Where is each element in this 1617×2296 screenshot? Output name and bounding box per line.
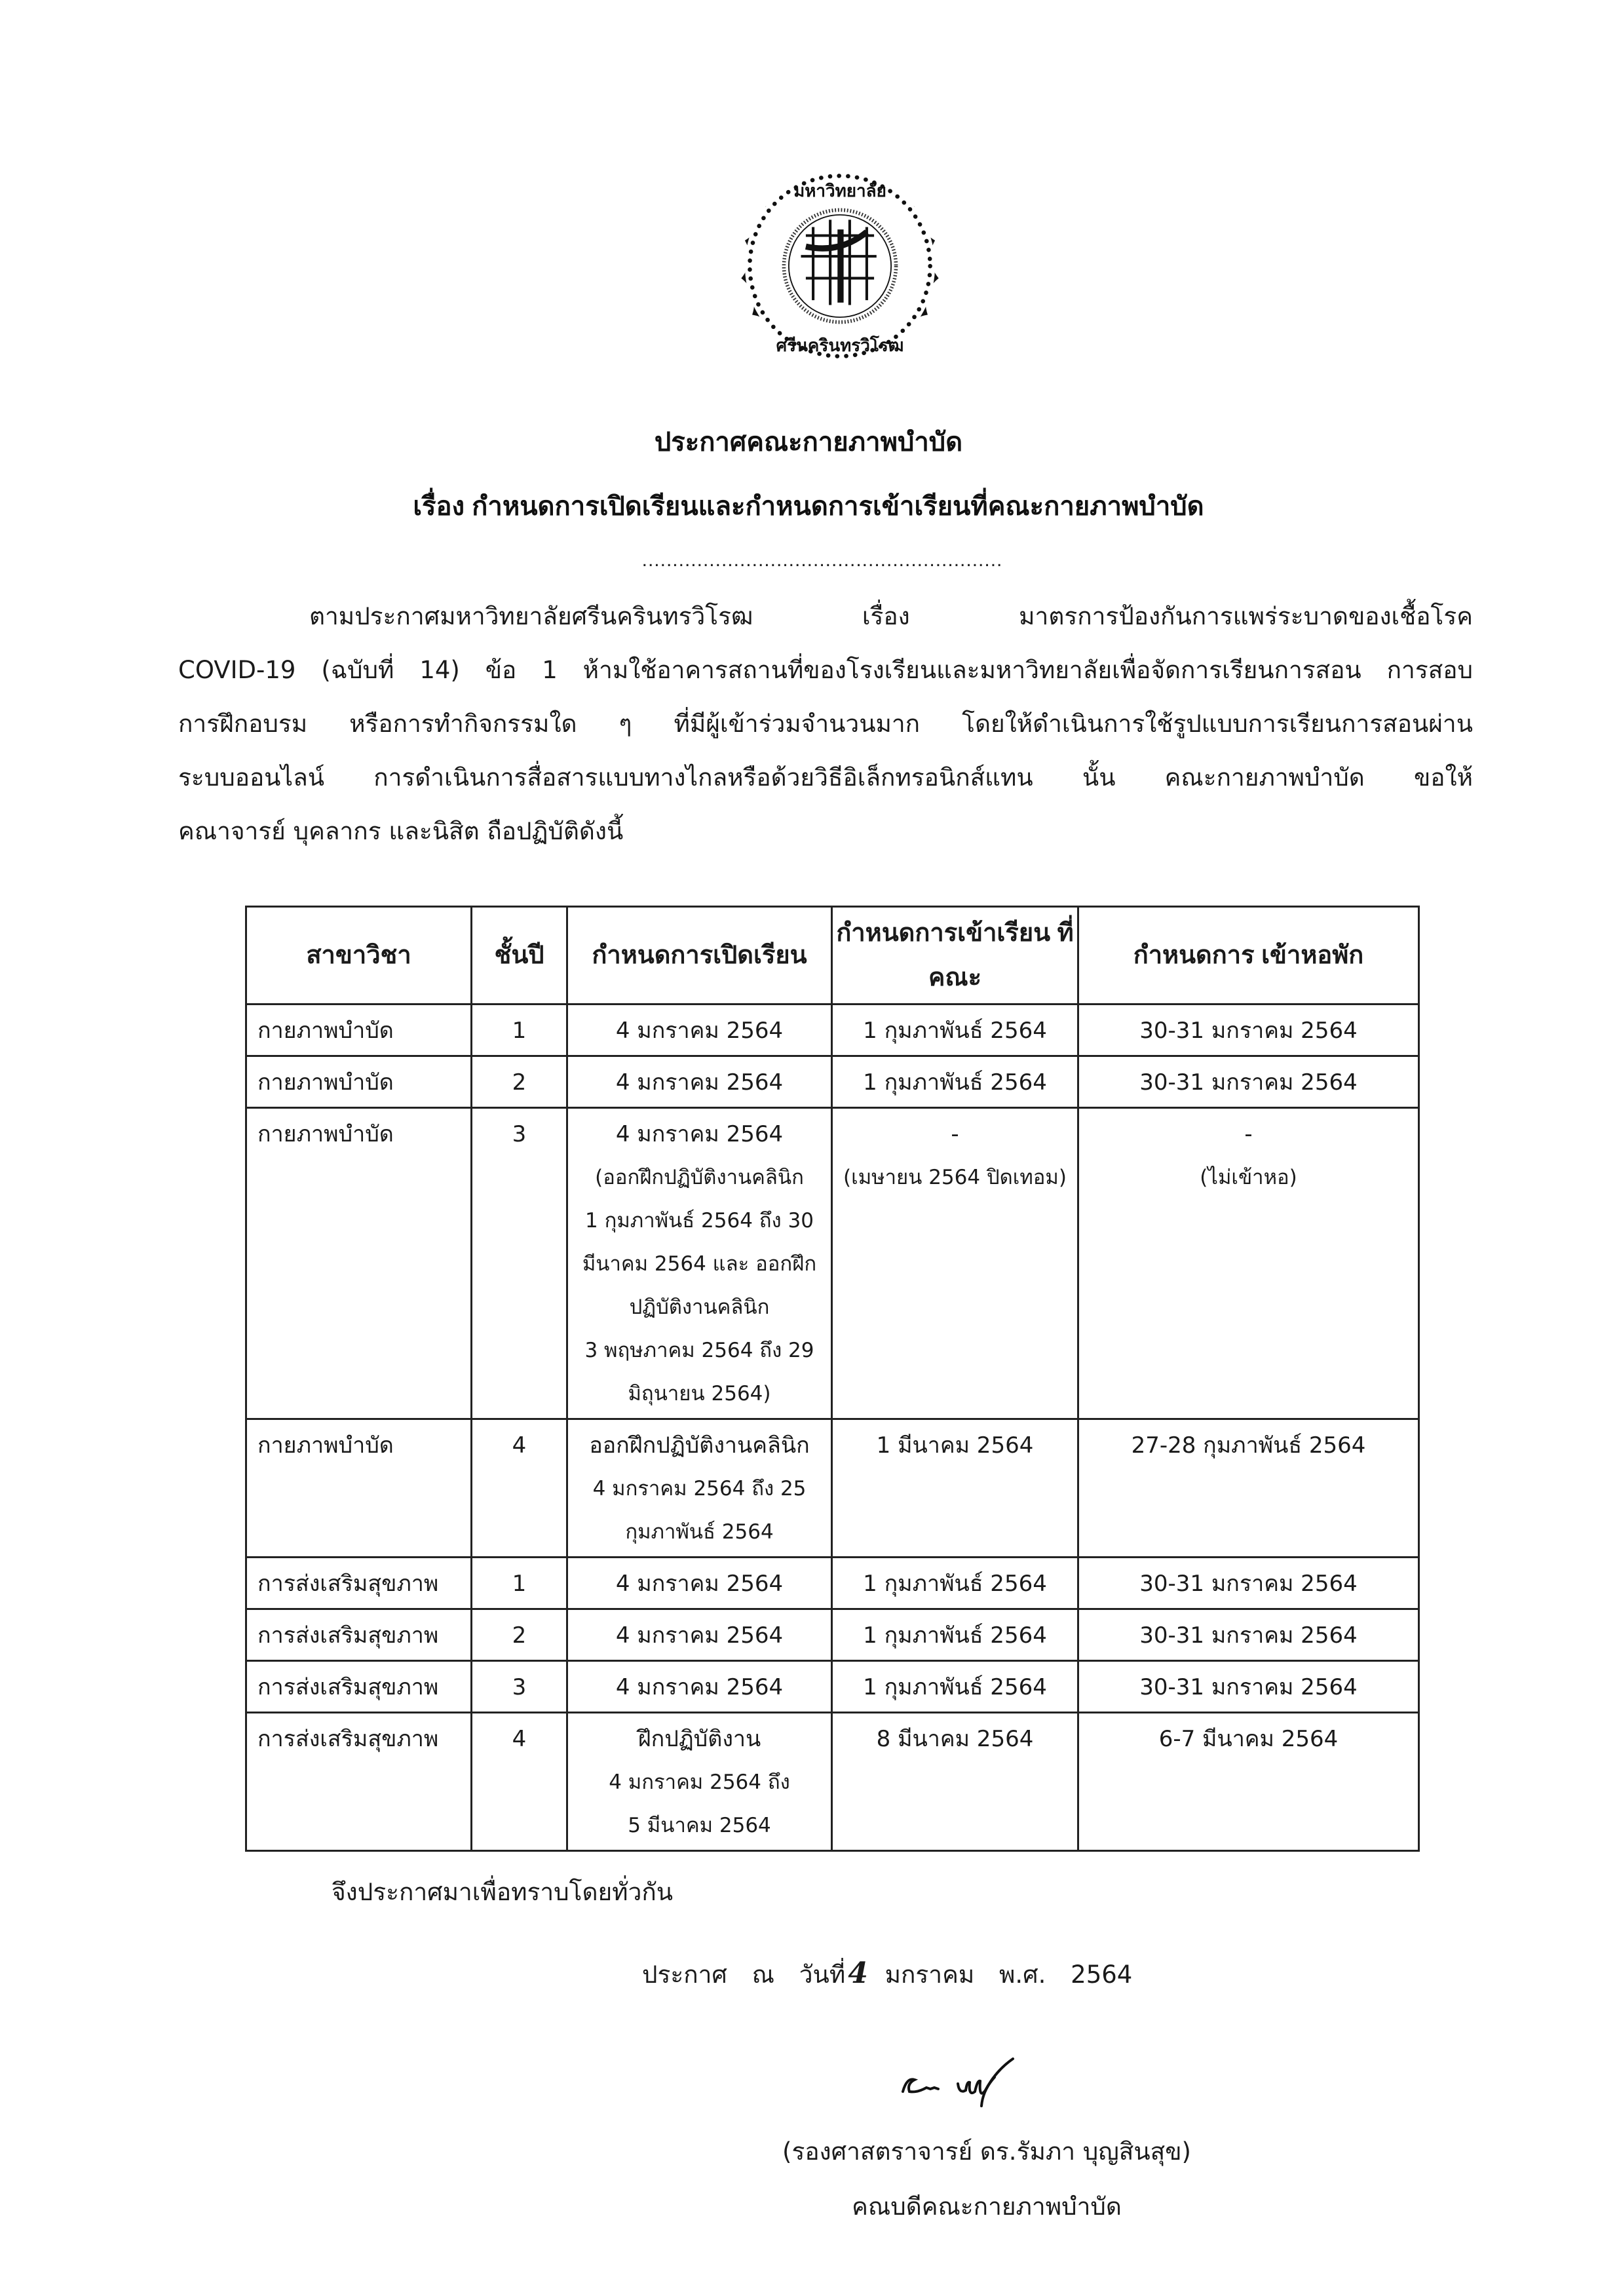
date-day-label: วันที่ (799, 1961, 846, 1989)
seal-lettering-top: มหาวิทยาลัย (793, 181, 886, 201)
body-paragraph (178, 590, 1473, 858)
cell-attend-date (832, 1558, 1078, 1609)
cell-dorm-date-line: 27-28 กุมภาพันธ์ 2564 (1131, 1432, 1366, 1459)
cell-attend-date (832, 1004, 1078, 1056)
cell-dorm-date (1078, 1558, 1419, 1609)
header-dorm (1078, 907, 1419, 1004)
cell-major: การส่งเสริมสุขภาพ (246, 1558, 472, 1609)
cell-open-date-line: ออกฝึกปฏิบัติงานคลินิก (589, 1432, 810, 1459)
cell-major: กายภาพบำบัด (246, 1419, 472, 1558)
cell-open-date (567, 1419, 832, 1558)
signer-position: คณบดีคณะกายภาพบำบัด (852, 2192, 1122, 2221)
table-row (246, 1108, 1419, 1419)
cell-open-date (567, 1108, 832, 1419)
announcement-date (642, 1955, 1132, 1994)
cell-dorm-date-line: 6-7 มีนาคม 2564 (1158, 1726, 1339, 1752)
cell-major: การส่งเสริมสุขภาพ (246, 1661, 472, 1713)
cell-open-date-line: 4 มกราคม 2564 (615, 1121, 784, 1147)
header-attend-line: ที่คณะ (928, 919, 1074, 991)
cell-year: 2 (472, 1609, 567, 1661)
cell-dorm-date-line: (ไม่เข้าหอ) (1200, 1166, 1297, 1189)
cell-year: 2 (472, 1056, 567, 1108)
cell-major: กายภาพบำบัด (246, 1004, 472, 1056)
cell-attend-date (832, 1661, 1078, 1713)
cell-year: 4 (472, 1419, 567, 1558)
cell-open-date-line: 4 มกราคม 2564 ถึง 25 (592, 1477, 807, 1501)
cell-year: 3 (472, 1661, 567, 1713)
cell-dorm-date-line: 30-31 มกราคม 2564 (1139, 1571, 1358, 1597)
cell-open-date (567, 1558, 832, 1609)
header-dorm-line: กำหนดการ (1133, 942, 1255, 969)
table-row (246, 1713, 1419, 1851)
header-major: สาขาวิชา (246, 907, 472, 1004)
date-prefix: ประกาศ (642, 1961, 727, 1989)
body-line: การฝึกอบรม หรือการทำกิจกรรมใด ๆ ที่มีผู้เข้าร่วมจำนวนมาก โดยให้ดำเนินการใช้รูปแบบการเรียนการสอนผ่าน (178, 710, 1473, 738)
date-era: พ.ศ. (999, 1961, 1046, 1989)
cell-open-date-line: (ออกฝึกปฏิบัติงานคลินิก (595, 1166, 804, 1189)
cell-open-date-line: 1 กุมภาพันธ์ 2564 ถึง 30 (585, 1209, 814, 1233)
cell-open-date-line: 5 มีนาคม 2564 (628, 1814, 771, 1837)
cell-year: 1 (472, 1004, 567, 1056)
cell-year: 1 (472, 1558, 567, 1609)
university-seal-icon (718, 144, 962, 388)
header-dorm-line: เข้าหอพัก (1261, 942, 1364, 969)
cell-attend-date-line: 1 กุมภาพันธ์ 2564 (863, 1622, 1047, 1649)
cell-open-date (567, 1056, 832, 1108)
cell-open-date-line: 4 มกราคม 2564 (615, 1674, 784, 1700)
cell-dorm-date-line: 30-31 มกราคม 2564 (1139, 1674, 1358, 1700)
cell-attend-date (832, 1108, 1078, 1419)
cell-open-date-line: 3 พฤษภาคม 2564 ถึง 29 (584, 1339, 814, 1362)
seal-lettering-bottom: ศรีนครินทรวิโรฒ (776, 336, 904, 356)
header-attend (832, 907, 1078, 1004)
cell-open-date-line: กุมภาพันธ์ 2564 (625, 1520, 774, 1544)
cell-attend-date (832, 1056, 1078, 1108)
cell-attend-date-line: 1 กุมภาพันธ์ 2564 (863, 1674, 1047, 1700)
cell-major: การส่งเสริมสุขภาพ (246, 1609, 472, 1661)
announcement-title: ประกาศคณะกายภาพบำบัด (654, 428, 963, 457)
cell-dorm-date (1078, 1056, 1419, 1108)
cell-attend-date-line: 8 มีนาคม 2564 (876, 1726, 1034, 1752)
cell-attend-date-line: 1 กุมภาพันธ์ 2564 (863, 1069, 1047, 1096)
handwritten-signature (898, 2051, 1048, 2110)
cell-dorm-date (1078, 1419, 1419, 1558)
cell-open-date-line: 4 มกราคม 2564 ถึง (609, 1770, 790, 1794)
header-attend-line: กำหนดการเข้าเรียน (836, 919, 1051, 947)
cell-dorm-date-line: 30-31 มกราคม 2564 (1139, 1018, 1358, 1044)
cell-dorm-date (1078, 1004, 1419, 1056)
cell-open-date (567, 1609, 832, 1661)
body-line: COVID-19 (ฉบับที่ 14) ข้อ 1 ห้ามใช้อาคารสถานที่ของโรงเรียนและมหาวิทยาลัยเพื่อจัดการเรียนการสอน การสอบ (178, 656, 1473, 684)
cell-dorm-date (1078, 1108, 1419, 1419)
cell-dorm-date (1078, 1713, 1419, 1851)
cell-attend-date (832, 1419, 1078, 1558)
table-header-row (246, 907, 1419, 1004)
date-month: มกราคม (885, 1961, 975, 1989)
cell-year: 3 (472, 1108, 567, 1419)
table-row (246, 1004, 1419, 1056)
body-line: คณาจารย์ บุคลากร และนิสิต ถือปฏิบัติดังนี้ (178, 817, 624, 845)
cell-major: กายภาพบำบัด (246, 1108, 472, 1419)
cell-attend-date (832, 1609, 1078, 1661)
cell-open-date-line: ฝึกปฏิบัติงาน (637, 1726, 761, 1752)
cell-dorm-date (1078, 1609, 1419, 1661)
cell-attend-date-line: - (951, 1121, 959, 1147)
cell-open-date-line: 4 มกราคม 2564 (615, 1069, 784, 1096)
date-year: 2564 (1071, 1961, 1133, 1989)
header-year: ชั้นปี (472, 907, 567, 1004)
cell-open-date-line: มีนาคม 2564 และ ออกฝึก (582, 1252, 817, 1276)
cell-attend-date-line: 1 กุมภาพันธ์ 2564 (863, 1571, 1047, 1597)
cell-dorm-date-line: - (1244, 1121, 1253, 1147)
table-row (246, 1558, 1419, 1609)
schedule-table (245, 906, 1420, 1852)
cell-open-date (567, 1713, 832, 1851)
announcement-subject: เรื่อง กำหนดการเปิดเรียนและกำหนดการเข้าเรียนที่คณะกายภาพบำบัด (413, 492, 1204, 521)
cell-dorm-date-line: 30-31 มกราคม 2564 (1139, 1069, 1358, 1096)
signer-name: (รองศาสตราจารย์ ดร.รัมภา บุญสินสุข) (782, 2137, 1191, 2166)
cell-attend-date (832, 1713, 1078, 1851)
cell-attend-date-line: 1 กุมภาพันธ์ 2564 (863, 1018, 1047, 1044)
body-line: ตามประกาศมหาวิทยาลัยศรีนครินทรวิโรฒ เรื่อง มาตรการป้องกันการแพร่ระบาดของเชื้อโรค (309, 602, 1473, 630)
date-at: ณ (751, 1961, 774, 1989)
separator-dots: ........................................................... (641, 549, 1003, 571)
body-line: ระบบออนไลน์ การดำเนินการสื่อสารแบบทางไกลหรือด้วยวิธีอิเล็กทรอนิกส์แทน นั้น คณะกายภาพบำบัด ขอให้ (178, 763, 1473, 792)
header-open: กำหนดการเปิดเรียน (567, 907, 832, 1004)
closing-statement: จึงประกาศมาเพื่อทราบโดยทั่วกัน (332, 1878, 674, 1906)
cell-open-date-line: 4 มกราคม 2564 (615, 1018, 784, 1044)
cell-dorm-date-line: 30-31 มกราคม 2564 (1139, 1622, 1358, 1649)
cell-open-date-line: 4 มกราคม 2564 (615, 1622, 784, 1649)
cell-open-date (567, 1661, 832, 1713)
table-row (246, 1609, 1419, 1661)
cell-open-date-line: 4 มกราคม 2564 (615, 1571, 784, 1597)
cell-open-date (567, 1004, 832, 1056)
cell-open-date-line: มิถุนายน 2564) (628, 1382, 771, 1406)
cell-major: การส่งเสริมสุขภาพ (246, 1713, 472, 1851)
cell-year: 4 (472, 1713, 567, 1851)
table-row (246, 1056, 1419, 1108)
cell-open-date-line: ปฏิบัติงานคลินิก (629, 1295, 770, 1319)
cell-dorm-date (1078, 1661, 1419, 1713)
date-day-handwritten: 4 (848, 1957, 868, 1990)
cell-attend-date-line: (เมษายน 2564 ปิดเทอม) (843, 1166, 1067, 1189)
table-row (246, 1419, 1419, 1558)
cell-major: กายภาพบำบัด (246, 1056, 472, 1108)
cell-attend-date-line: 1 มีนาคม 2564 (876, 1432, 1034, 1459)
table-row (246, 1661, 1419, 1713)
